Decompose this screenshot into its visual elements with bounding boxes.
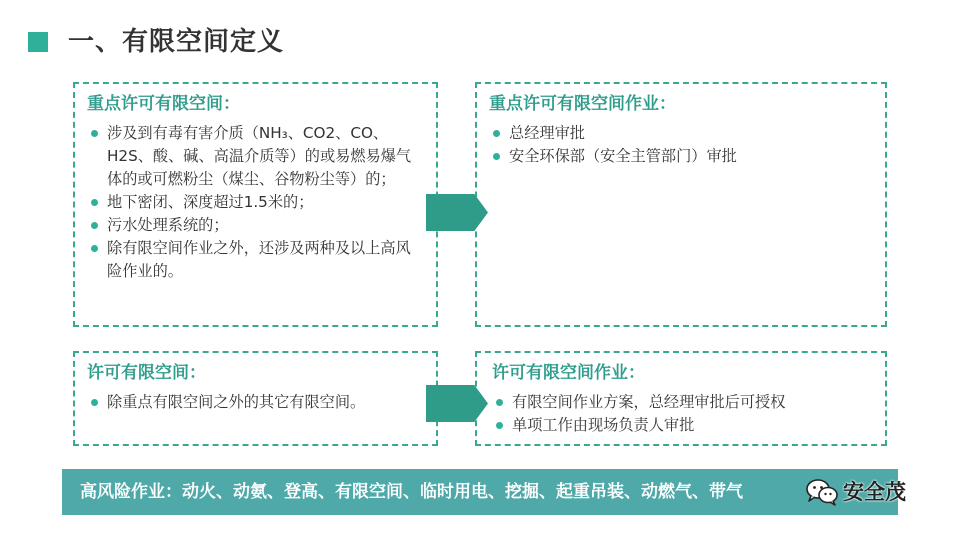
wechat-icon bbox=[805, 478, 839, 506]
high-risk-banner: 高风险作业：动火、动氨、登高、有限空间、临时用电、挖掘、起重吊装、动燃气、带气 bbox=[62, 469, 898, 515]
list-item: 有限空间作业方案，总经理审批后可授权 bbox=[492, 391, 873, 414]
list-item: 单项工作由现场负责人审批 bbox=[492, 414, 873, 437]
card-heading: 许可有限空间： bbox=[87, 363, 206, 383]
list-item: 总经理审批 bbox=[489, 122, 873, 145]
list-item: 安全环保部（安全主管部门）审批 bbox=[489, 145, 873, 168]
key-permit-work-card bbox=[475, 82, 887, 327]
permit-space-card bbox=[73, 351, 438, 446]
permit-work-card bbox=[475, 351, 887, 446]
card-heading: 许可有限空间作业： bbox=[492, 363, 645, 383]
card-heading: 重点许可有限空间： bbox=[87, 94, 240, 114]
page-title: 一、有限空间定义 bbox=[68, 27, 285, 57]
page-header bbox=[28, 27, 284, 57]
list-item: 地下密闭、深度超过1.5米的； bbox=[87, 191, 424, 214]
list-item: 除重点有限空间之外的其它有限空间。 bbox=[87, 391, 424, 414]
list-item: 涉及到有毒有害介质（NH₃、CO2、CO、H2S、酸、碱、高温介质等）的或易燃易爆气体的或可燃粉尘（煤尘、谷物粉尘等）的； bbox=[87, 122, 424, 191]
card-heading: 重点许可有限空间作业： bbox=[489, 94, 676, 114]
card-list bbox=[87, 122, 424, 283]
list-item: 污水处理系统的； bbox=[87, 214, 424, 237]
card-list bbox=[87, 391, 424, 414]
key-permit-space-card bbox=[73, 82, 438, 327]
watermark bbox=[805, 470, 906, 514]
list-item: 除有限空间作业之外，还涉及两种及以上高风险作业的。 bbox=[87, 237, 424, 283]
card-list bbox=[489, 122, 873, 168]
card-list bbox=[492, 391, 873, 437]
watermark-text: 安全茂 bbox=[843, 480, 906, 504]
title-marker bbox=[28, 32, 48, 52]
